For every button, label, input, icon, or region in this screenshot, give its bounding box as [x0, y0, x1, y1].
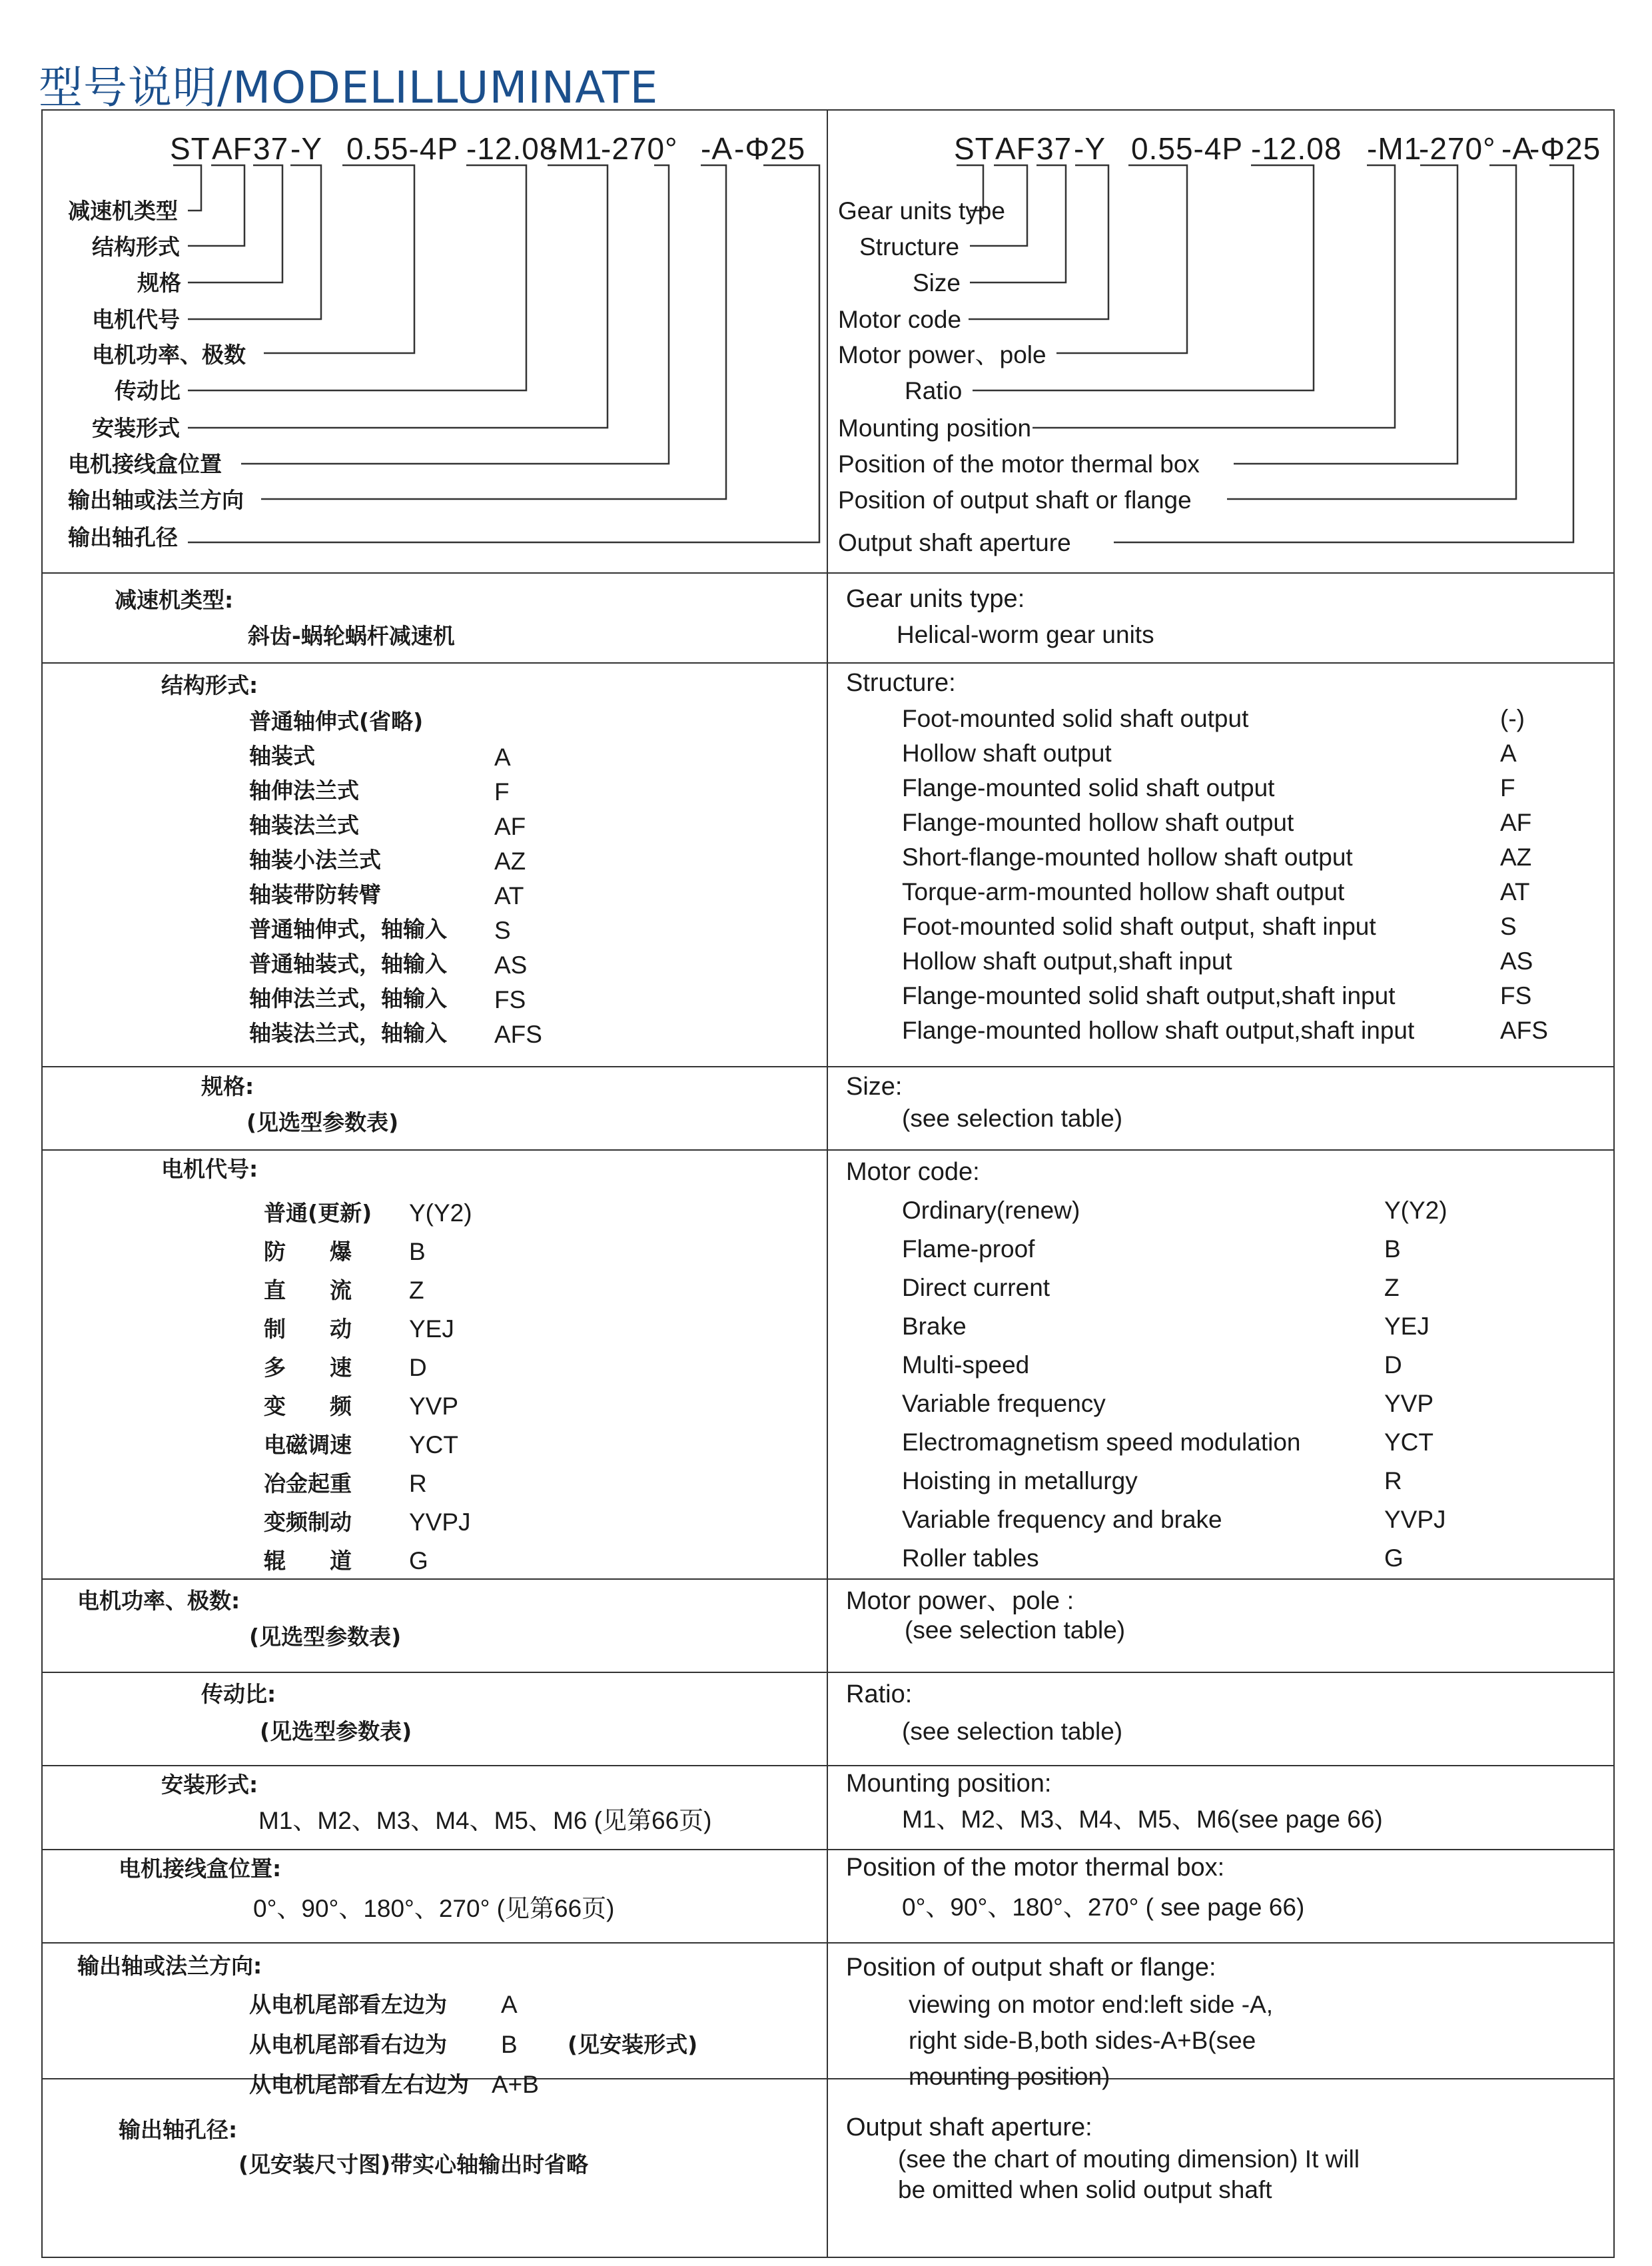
en-code-part-direction: -A [1501, 131, 1533, 166]
size-en-value: (see selection table) [902, 1105, 1123, 1132]
motor-code-en-item: Multi-speed [902, 1351, 1030, 1379]
en-label-structure: Structure [859, 233, 960, 261]
structure-zh-code: F [494, 778, 510, 806]
structure-en-item: Hollow shaft output [902, 740, 1112, 767]
en-code-part-size: 37 [1036, 131, 1072, 166]
motor-power-zh-value: (见选型参数表) [249, 1624, 402, 1650]
motor-code-en-code: G [1384, 1544, 1404, 1572]
zh-code-part-box: -270° [601, 131, 678, 166]
motor-code-zh-code: D [409, 1354, 427, 1381]
structure-zh-item: 普通轴伸式，轴输入 [249, 916, 447, 942]
shaft-direction-zh-code: B [501, 2031, 518, 2058]
structure-en-code: AZ [1500, 844, 1532, 871]
shaft-direction-zh-code: A [501, 1991, 518, 2018]
mounting-en-head: Mounting position: [846, 1770, 1052, 1798]
motor-code-zh-item: 电磁调速 [264, 1432, 352, 1458]
structure-en-item: Foot-mounted solid shaft output, shaft input [902, 913, 1376, 940]
structure-en-code: A [1500, 740, 1517, 767]
motor-code-en-code: B [1384, 1235, 1401, 1263]
ratio-en-value: (see selection table) [902, 1718, 1123, 1745]
en-label-aperture: Output shaft aperture [838, 529, 1071, 556]
motor-code-zh-code: YCT [409, 1431, 458, 1458]
motor-code-en-code: YCT [1384, 1428, 1434, 1456]
en-code-part-structure: AF [995, 131, 1036, 166]
aperture-en-line: be omitted when solid output shaft [898, 2176, 1272, 2203]
motor-code-en-item: Electromagnetism speed modulation [902, 1428, 1301, 1456]
shaft-direction-zh-head: 输出轴或法兰方向: [77, 1953, 262, 1979]
en-code-part-ratio: -12.08 [1251, 131, 1342, 166]
en-code-part-box: -270° [1419, 131, 1496, 166]
en-label-gear-type: Gear units type [838, 197, 1005, 225]
motor-code-en-code: YVPJ [1384, 1506, 1446, 1533]
structure-zh-item: 轴装法兰式 [249, 812, 359, 838]
structure-en-code: AF [1500, 809, 1532, 836]
zh-label-mounting: 安装形式 [92, 415, 180, 441]
structure-en-item: Short-flange-mounted hollow shaft output [902, 844, 1353, 871]
ratio-zh-value: (见选型参数表) [260, 1718, 412, 1744]
en-label-ratio: Ratio [905, 377, 963, 404]
en-code-part-aperture: -Φ25 [1529, 131, 1601, 166]
motor-code-zh-code: Z [409, 1277, 424, 1304]
motor-code-zh-code: R [409, 1470, 427, 1497]
motor-code-en-item: Hoisting in metallurgy [902, 1467, 1138, 1494]
structure-en-item: Flange-mounted hollow shaft output,shaft input [902, 1017, 1415, 1044]
aperture-zh-head: 输出轴孔径: [119, 2117, 238, 2143]
page-title: 型号说明/MODELILLUMINATE [39, 62, 659, 113]
structure-zh-item: 轴伸法兰式 [249, 778, 359, 804]
motor-code-en-code: YEJ [1384, 1313, 1430, 1340]
shaft-direction-en-line: mounting position) [909, 2063, 1110, 2090]
shaft-direction-en-line: right side-B,both sides-A+B(see [909, 2027, 1256, 2054]
structure-zh-head: 结构形式: [161, 672, 258, 698]
en-label-size: Size [913, 269, 961, 296]
structure-zh-code: AFS [494, 1021, 542, 1048]
motor-code-zh-item: 多 速 [264, 1355, 352, 1381]
structure-en-item: Flange-mounted solid shaft output [902, 774, 1275, 802]
motor-code-en-head: Motor code: [846, 1158, 980, 1186]
en-label-thermal-box: Position of the motor thermal box [838, 450, 1200, 478]
thermal-box-zh-value: 0°、90°、180°、270° (见第66页) [253, 1895, 615, 1922]
en-label-mounting: Mounting position [838, 414, 1032, 442]
motor-code-zh-code: YEJ [409, 1315, 454, 1343]
ratio-en-head: Ratio: [846, 1680, 913, 1708]
structure-zh-code: FS [494, 986, 526, 1013]
motor-code-en-item: Variable frequency [902, 1390, 1106, 1417]
shaft-direction-zh-code: A+B [492, 2071, 539, 2098]
zh-label-shaft-direction: 输出轴或法兰方向 [68, 487, 244, 513]
motor-power-en-head: Motor power、pole : [846, 1587, 1074, 1615]
zh-label-motor-code: 电机代号 [92, 306, 180, 332]
shaft-direction-zh-item: 从电机尾部看右边为 [249, 2031, 447, 2057]
zh-code-part-series: ST [170, 131, 210, 166]
motor-code-zh-code: Y(Y2) [409, 1199, 472, 1227]
motor-code-en-item: Direct current [902, 1274, 1050, 1301]
structure-en-item: Foot-mounted solid shaft output [902, 705, 1249, 732]
zh-code-part-direction: -A [701, 131, 733, 166]
motor-code-zh-code: YVP [409, 1393, 459, 1420]
motor-code-zh-item: 辊 道 [264, 1548, 352, 1574]
size-en-head: Size: [846, 1073, 903, 1101]
en-code-part-series: ST [954, 131, 995, 166]
motor-power-en-value: (see selection table) [905, 1616, 1126, 1644]
zh-label-gear-type: 减速机类型 [68, 198, 178, 224]
motor-code-en-code: YVP [1384, 1390, 1434, 1417]
zh-code-part-size: 37 [253, 131, 289, 166]
motor-code-zh-item: 制 动 [264, 1316, 352, 1342]
structure-zh-code: AZ [494, 848, 526, 875]
size-zh-head: 规格: [201, 1073, 254, 1099]
mounting-zh-head: 安装形式: [161, 1772, 258, 1798]
motor-code-zh-code: G [409, 1547, 428, 1574]
motor-code-en-item: Ordinary(renew) [902, 1197, 1080, 1224]
motor-code-zh-item: 变 频 [264, 1393, 352, 1419]
structure-zh-item: 轴伸法兰式，轴输入 [249, 985, 447, 1011]
structure-en-item: Flange-mounted hollow shaft output [902, 809, 1294, 836]
structure-zh-item: 轴装法兰式，轴输入 [249, 1020, 447, 1046]
en-code-part-mounting: -M1 [1367, 131, 1422, 166]
shaft-direction-zh-item: 从电机尾部看左右边为 [249, 2071, 469, 2097]
aperture-zh-value: (见安装尺寸图)带实心轴输出时省略 [238, 2151, 589, 2177]
motor-code-zh-code: YVPJ [409, 1508, 471, 1536]
structure-zh-code: AF [494, 813, 526, 840]
zh-label-size: 规格 [137, 270, 181, 296]
motor-code-en-code: Z [1384, 1274, 1400, 1301]
zh-label-structure: 结构形式 [92, 234, 180, 260]
thermal-box-zh-head: 电机接线盒位置: [119, 1856, 282, 1882]
shaft-direction-en-line: viewing on motor end:left side -A, [909, 1991, 1274, 2018]
structure-zh-item: 轴装带防转臂 [249, 881, 381, 907]
motor-code-en-item: Variable frequency and brake [902, 1506, 1222, 1533]
motor-code-en-item: Roller tables [902, 1544, 1039, 1572]
shaft-direction-en-head: Position of output shaft or flange: [846, 1954, 1216, 1982]
zh-leader-lines [173, 165, 819, 542]
gear-type-en-value: Helical-worm gear units [897, 621, 1154, 648]
mounting-en-value: M1、M2、M3、M4、M5、M6(see page 66) [902, 1806, 1383, 1833]
gear-type-zh-head: 减速机类型: [115, 587, 234, 613]
en-label-shaft-direction: Position of output shaft or flange [838, 486, 1192, 514]
zh-code-part-motor: -Y [290, 131, 322, 166]
gear-type-zh-value: 斜齿-蜗轮蜗杆减速机 [248, 623, 455, 649]
zh-label-ratio: 传动比 [115, 378, 181, 404]
structure-zh-item: 轴装小法兰式 [249, 847, 381, 873]
zh-label-motor-power: 电机功率、极数 [92, 342, 246, 368]
motor-code-zh-code: B [409, 1238, 426, 1265]
motor-code-zh-item: 防 爆 [264, 1239, 352, 1265]
structure-zh-code: AT [494, 882, 524, 909]
motor-code-en-item: Flame-proof [902, 1235, 1035, 1263]
motor-code-en-code: Y(Y2) [1384, 1197, 1447, 1224]
motor-power-zh-head: 电机功率、极数: [77, 1588, 240, 1614]
ratio-zh-head: 传动比: [201, 1681, 276, 1707]
zh-code-part-mounting: -M1 [548, 131, 603, 166]
structure-en-item: Hollow shaft output,shaft input [902, 947, 1232, 975]
structure-en-item: Torque-arm-mounted hollow shaft output [902, 878, 1345, 905]
en-code-part-power: 0.55-4P [1131, 131, 1244, 166]
motor-code-zh-item: 普通(更新) [264, 1200, 372, 1226]
motor-code-en-code: D [1384, 1351, 1402, 1379]
zh-code-part-structure: AF [212, 131, 252, 166]
motor-code-zh-item: 变频制动 [264, 1509, 352, 1535]
shaft-direction-zh-note: (见安装形式) [568, 2031, 698, 2057]
structure-zh-code: S [494, 917, 511, 944]
size-zh-value: (见选型参数表) [246, 1109, 399, 1135]
structure-en-code: (-) [1500, 705, 1525, 732]
zh-label-thermal-box: 电机接线盒位置 [68, 451, 222, 477]
motor-code-zh-item: 直 流 [264, 1277, 352, 1303]
en-code-part-motor: -Y [1074, 131, 1106, 166]
zh-code-part-ratio: -12.08 [466, 131, 558, 166]
structure-en-code: F [1500, 774, 1515, 802]
structure-en-code: AT [1500, 878, 1530, 905]
structure-zh-code: A [494, 744, 511, 771]
en-label-motor-power: Motor power、pole [838, 341, 1046, 368]
zh-label-aperture: 输出轴孔径 [68, 524, 178, 550]
zh-code-part-power: 0.55-4P [346, 131, 459, 166]
motor-code-en-code: R [1384, 1467, 1402, 1494]
thermal-box-en-head: Position of the motor thermal box: [846, 1854, 1225, 1882]
motor-code-en-item: Brake [902, 1313, 967, 1340]
zh-code-part-aperture: -Φ25 [734, 131, 806, 166]
motor-code-zh-item: 冶金起重 [264, 1470, 352, 1496]
model-table [41, 109, 1615, 2258]
gear-type-en-head: Gear units type: [846, 585, 1025, 613]
structure-en-code: AS [1500, 947, 1533, 975]
structure-en-head: Structure: [846, 669, 956, 697]
shaft-direction-zh-item: 从电机尾部看左边为 [249, 1991, 447, 2017]
en-label-motor-code: Motor code [838, 306, 962, 333]
aperture-en-head: Output shaft aperture: [846, 2113, 1092, 2141]
table-lines [41, 109, 1615, 2258]
structure-zh-item: 普通轴装式，轴输入 [249, 951, 447, 977]
structure-en-code: S [1500, 913, 1517, 940]
structure-en-code: AFS [1500, 1017, 1548, 1044]
structure-en-code: FS [1500, 982, 1532, 1009]
aperture-en-line: (see the chart of mouting dimension) It will [898, 2145, 1360, 2173]
structure-en-item: Flange-mounted solid shaft output,shaft input [902, 982, 1396, 1009]
structure-zh-item: 轴装式 [249, 743, 315, 769]
mounting-zh-value: M1、M2、M3、M4、M5、M6 (见第66页) [258, 1807, 712, 1834]
motor-code-zh-head: 电机代号: [161, 1156, 258, 1182]
structure-zh-code: AS [494, 951, 528, 979]
thermal-box-en-value: 0°、90°、180°、270° ( see page 66) [902, 1894, 1305, 1921]
structure-zh-item: 普通轴伸式(省略) [249, 708, 424, 734]
